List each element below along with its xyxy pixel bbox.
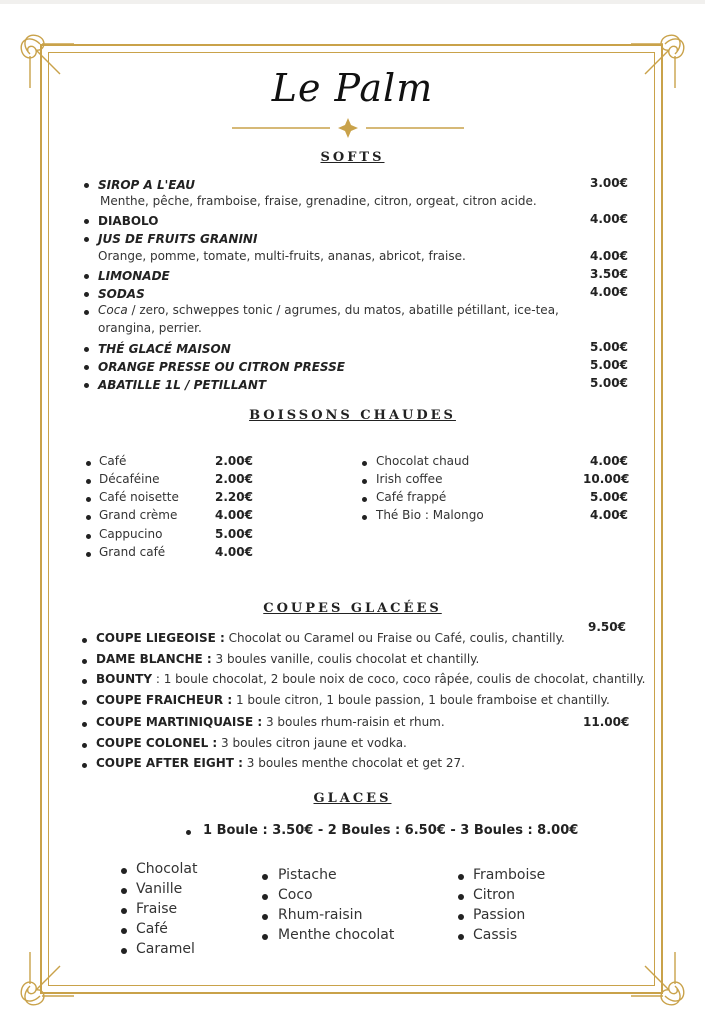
flavor: Coco bbox=[278, 887, 313, 903]
bullet-icon bbox=[262, 874, 268, 880]
section-title-glaces: GLACES bbox=[313, 791, 392, 806]
item-description: 3 boules menthe chocolat et get 27. bbox=[242, 756, 465, 770]
item-description bbox=[98, 303, 559, 317]
item-name: COUPE COLONEL : bbox=[96, 736, 218, 750]
item-description: 3 boules citron jaune et vodka. bbox=[217, 736, 407, 750]
bullet-icon bbox=[84, 310, 89, 315]
item-description: 3 boules vanille, coulis chocolat et chantilly. bbox=[211, 652, 480, 666]
bullet-icon bbox=[362, 479, 367, 484]
flavor: Fraise bbox=[136, 901, 178, 917]
item-price: 5.00€ bbox=[590, 376, 628, 390]
coupe-item bbox=[96, 715, 445, 729]
bullet-icon bbox=[84, 347, 89, 352]
bullet-icon bbox=[121, 908, 127, 914]
bullet-icon bbox=[84, 383, 89, 388]
item-name: SODAS bbox=[98, 287, 145, 301]
bullet-icon bbox=[458, 894, 464, 900]
bullet-icon bbox=[82, 700, 87, 705]
item-name: Thé Bio : Malongo bbox=[376, 508, 484, 522]
item-description: : 1 boule chocolat, 2 boule noix de coco, coco râpée, coulis de chocolat, chantilly. bbox=[152, 672, 646, 686]
bullet-icon bbox=[82, 743, 87, 748]
bullet-icon bbox=[121, 888, 127, 894]
bullet-icon bbox=[82, 679, 87, 684]
bullet-icon bbox=[82, 659, 87, 664]
coupe-item bbox=[96, 672, 645, 686]
bullet-icon bbox=[86, 515, 91, 520]
bullet-icon bbox=[86, 479, 91, 484]
bullet-icon bbox=[262, 934, 268, 940]
item-name: DIABOLO bbox=[98, 214, 159, 228]
flavor: Caramel bbox=[136, 941, 195, 957]
item-price: 2.20€ bbox=[215, 490, 253, 504]
item-description-line: orangina, perrier. bbox=[98, 321, 202, 335]
item-name: JUS DE FRUITS GRANINI bbox=[98, 232, 258, 246]
item-price: 5.00€ bbox=[590, 490, 628, 504]
item-price: 5.00€ bbox=[215, 527, 253, 541]
item-name: Irish coffee bbox=[376, 472, 443, 486]
bullet-icon bbox=[262, 914, 268, 920]
item-name: THÉ GLACÉ MAISON bbox=[98, 342, 231, 356]
bullet-icon bbox=[84, 365, 89, 370]
flavor: Vanille bbox=[136, 881, 183, 897]
item-name: Cappucino bbox=[99, 527, 163, 541]
bullet-icon bbox=[84, 237, 89, 242]
item-price: 4.00€ bbox=[590, 508, 628, 522]
flavor: Framboise bbox=[473, 867, 546, 883]
item-name: SIROP A L'EAU bbox=[98, 178, 195, 192]
flavor: Rhum-raisin bbox=[278, 907, 363, 923]
corner-ornament-icon bbox=[12, 944, 82, 1014]
bullet-icon bbox=[362, 461, 367, 466]
bullet-icon bbox=[86, 461, 91, 466]
flavor: Menthe chocolat bbox=[278, 927, 395, 943]
star-divider-icon bbox=[232, 116, 464, 140]
section-title-coupes-glacees: COUPES GLACÉES bbox=[263, 601, 442, 616]
section-title-boissons-chaudes: BOISSONS CHAUDES bbox=[249, 408, 456, 423]
item-description: Menthe, pêche, framboise, fraise, grenadine, citron, orgeat, citron acide. bbox=[100, 194, 537, 208]
item-price: 2.00€ bbox=[215, 454, 253, 468]
coupe-item bbox=[96, 693, 610, 707]
bullet-icon bbox=[82, 722, 87, 727]
item-price: 3.50€ bbox=[590, 267, 628, 281]
item-price: 3.00€ bbox=[590, 176, 628, 190]
bullet-icon bbox=[186, 830, 191, 835]
bullet-icon bbox=[458, 914, 464, 920]
item-name: Chocolat chaud bbox=[376, 454, 470, 468]
item-name: Café bbox=[99, 454, 127, 468]
menu-title: Le Palm bbox=[271, 66, 434, 110]
item-price: 4.00€ bbox=[590, 285, 628, 299]
item-price: 5.00€ bbox=[590, 358, 628, 372]
item-price: 5.00€ bbox=[590, 340, 628, 354]
item-name: Café noisette bbox=[99, 490, 179, 504]
bullet-icon bbox=[84, 219, 89, 224]
item-name: COUPE LIEGEOISE : bbox=[96, 631, 225, 645]
bullet-icon bbox=[84, 292, 89, 297]
item-name: Grand crème bbox=[99, 508, 178, 522]
item-description: 1 boule citron, 1 boule passion, 1 boule framboise et chantilly. bbox=[232, 693, 610, 707]
section-title-softs: SOFTS bbox=[320, 150, 385, 165]
item-name: LIMONADE bbox=[98, 269, 170, 283]
item-description: Orange, pomme, tomate, multi-fruits, ananas, abricot, fraise. bbox=[98, 249, 466, 263]
item-price: 4.00€ bbox=[590, 454, 628, 468]
flavor: Passion bbox=[473, 907, 526, 923]
bullet-icon bbox=[121, 928, 127, 934]
bullet-icon bbox=[458, 934, 464, 940]
item-name: COUPE FRAICHEUR : bbox=[96, 693, 233, 707]
bullet-icon bbox=[86, 534, 91, 539]
item-name: Café frappé bbox=[376, 490, 447, 504]
item-price: 4.00€ bbox=[215, 545, 253, 559]
bullet-icon bbox=[84, 274, 89, 279]
item-price: 4.00€ bbox=[215, 508, 253, 522]
flavor: Pistache bbox=[278, 867, 337, 883]
item-name: Décaféine bbox=[99, 472, 160, 486]
item-price: 4.00€ bbox=[590, 212, 628, 226]
bullet-icon bbox=[82, 638, 87, 643]
flavor: Citron bbox=[473, 887, 516, 903]
item-description: Chocolat ou Caramel ou Fraise ou Café, coulis, chantilly. bbox=[224, 631, 565, 645]
corner-ornament-icon bbox=[623, 944, 693, 1014]
item-name: DAME BLANCHE : bbox=[96, 652, 212, 666]
flavor: Cassis bbox=[473, 927, 518, 943]
bullet-icon bbox=[362, 515, 367, 520]
coupe-item bbox=[96, 631, 565, 645]
menu-page bbox=[0, 4, 705, 1024]
item-name: Grand café bbox=[99, 545, 166, 559]
flavor: Café bbox=[136, 921, 168, 937]
item-name: BOUNTY bbox=[96, 672, 153, 686]
bullet-icon bbox=[121, 868, 127, 874]
item-description-line: / zero, schweppes tonic / agrumes, du matos, abatille pétillant, ice-tea, bbox=[127, 303, 559, 317]
glaces-pricing: 1 Boule : 3.50€ - 2 Boules : 6.50€ - 3 Boules : 8.00€ bbox=[203, 823, 579, 838]
item-name-italic: Coca bbox=[98, 303, 128, 317]
bullet-icon bbox=[86, 552, 91, 557]
item-name: ORANGE PRESSE OU CITRON PRESSE bbox=[98, 360, 345, 374]
item-name: COUPE MARTINIQUAISE : bbox=[96, 715, 263, 729]
coupe-price-standard: 9.50€ bbox=[588, 620, 626, 634]
bullet-icon bbox=[82, 763, 87, 768]
coupe-item bbox=[96, 652, 479, 666]
coupe-price-premium: 11.00€ bbox=[583, 715, 630, 729]
item-price: 2.00€ bbox=[215, 472, 253, 486]
coupe-item bbox=[96, 756, 465, 770]
item-price: 10.00€ bbox=[583, 472, 630, 486]
item-description: 3 boules rhum-raisin et rhum. bbox=[262, 715, 445, 729]
item-price: 4.00€ bbox=[590, 249, 628, 263]
bullet-icon bbox=[458, 874, 464, 880]
item-name: ABATILLE 1L / PETILLANT bbox=[98, 378, 267, 392]
bullet-icon bbox=[262, 894, 268, 900]
item-name: COUPE AFTER EIGHT : bbox=[96, 756, 243, 770]
flavor: Chocolat bbox=[136, 861, 198, 877]
bullet-icon bbox=[362, 497, 367, 502]
bullet-icon bbox=[121, 948, 127, 954]
coupe-item bbox=[96, 736, 407, 750]
bullet-icon bbox=[86, 497, 91, 502]
bullet-icon bbox=[84, 183, 89, 188]
